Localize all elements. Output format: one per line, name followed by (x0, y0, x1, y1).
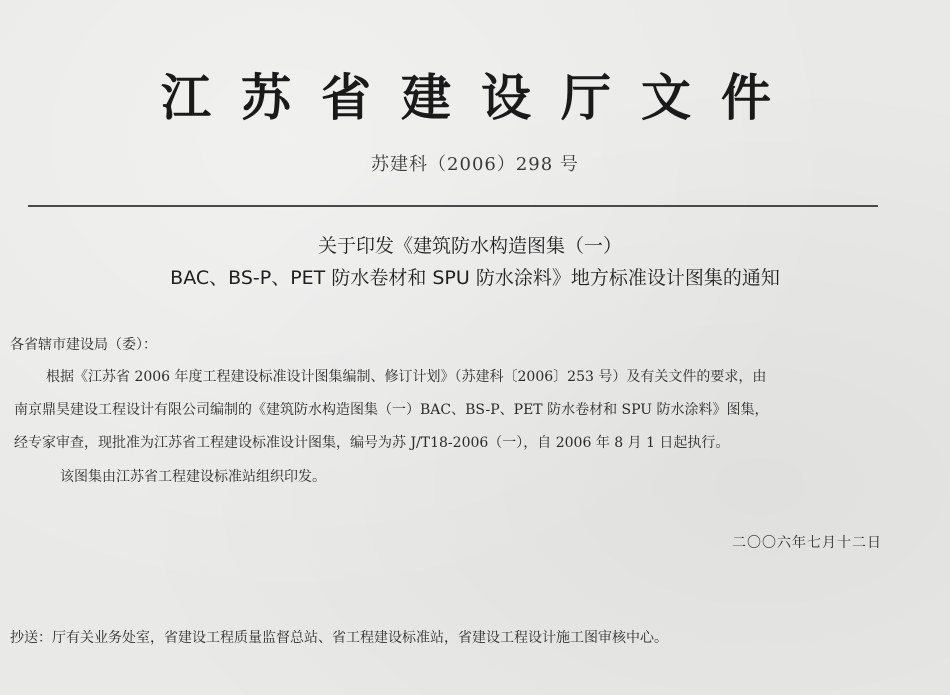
paragraph-2: 该图集由江苏省工程建设标准站组织印发。 (60, 469, 326, 485)
paragraph-1-line-3: 经专家审查，现批准为江苏省工程建设标准设计图集，编号为苏 J/T18-2006（一），自 2006 年 8 月 1 日起执行。 (14, 435, 730, 451)
salutation: 各省辖市建设局（委）： (10, 337, 157, 353)
paragraph-1-line-2: 南京鼎昊建设工程设计有限公司编制的《建筑防水构造图集（一）BAC、BS-P、PET 防水卷材和 SPU 防水涂料》图集， (14, 402, 769, 418)
notice-title-line1: 关于印发《建筑防水构造图集（一） (317, 235, 622, 257)
issue-date: 二〇〇六年七月十二日 (732, 535, 882, 551)
paragraph-1-line-1: 根据《江苏省 2006 年度工程建设标准设计图集编制、修订计划》（苏建科〔2006〕253 号）及有关文件的要求，由 (46, 369, 767, 385)
notice-title-line2: BAC、BS-P、PET 防水卷材和 SPU 防水涂料》地方标准设计图集的通知 (170, 267, 780, 289)
header-divider (28, 205, 878, 207)
carbon-copy-list: 抄送：厅有关业务处室，省建设工程质量监督总站、省工程建设标准站，省建设工程设计施工图审核中心。 (10, 630, 668, 646)
issuer-title: 江苏省建设厅文件 (161, 68, 801, 127)
document-number: 苏建科（2006）298 号 (371, 154, 579, 175)
